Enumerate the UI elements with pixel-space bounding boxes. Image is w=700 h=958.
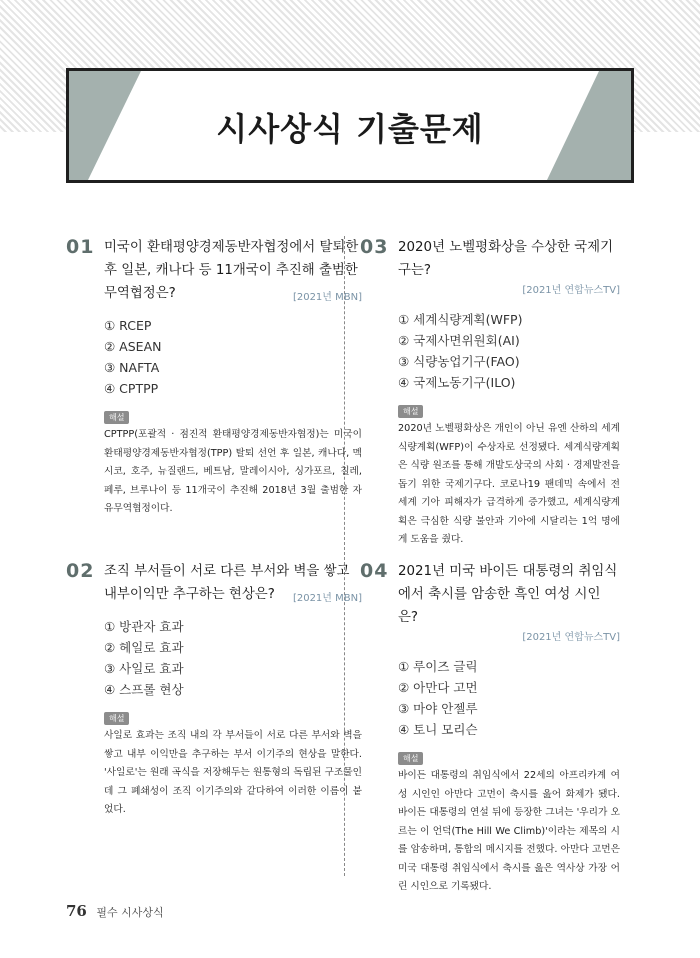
question-text: 미국이 환태평양경제동반자협정에서 탈퇴한 후 일본, 캐나다 등 11개국이 추진해 출범한 무역협정은? [2021년 MBN] (104, 236, 362, 305)
explanation-tag: 해설 (398, 405, 423, 418)
option-item: ② 국제사면위원회(AI) (398, 333, 520, 348)
question-text: 2021년 미국 바이든 대통령의 취임식에서 축시를 암송한 흑인 여성 시인은? (398, 564, 618, 625)
option-item: ③ NAFTA (104, 360, 160, 375)
option-item: ④ 토니 모리슨 (398, 722, 478, 737)
explanation-tag: 해설 (398, 752, 423, 765)
question-text: 2020년 노벨평화상을 수상한 국제기구는? (398, 240, 614, 278)
book-title: 필수 시사상식 (96, 906, 164, 919)
option-item: ③ 식량농업기구(FAO) (398, 354, 520, 369)
question-number: 01 (66, 236, 95, 258)
option-item: ① RCEP (104, 318, 152, 333)
option-item: ② ASEAN (104, 339, 162, 354)
explanation-tag: 해설 (104, 712, 129, 725)
question-02 (66, 560, 362, 820)
question-number: 02 (66, 560, 95, 582)
option-item: ② 헤일로 효과 (104, 640, 184, 655)
explanation-text: 2020년 노벨평화상은 개인이 아닌 유엔 산하의 세계식량계획(WFP)이 수상자로 선정됐다. 세계식량계획은 식량 원조를 통해 개발도상국의 사회 · 경제발전을 돕기 위한 국제기구다. 코로나19 팬데믹 속에서 전 세계 기아 피해자가 급격하게 증가했고, 세계식량계획은 극심한 식량 불안과 기아에 시달리는 1억 명에게 도움을 줬다. (398, 423, 620, 545)
option-item: ① 루이즈 글릭 (398, 659, 478, 674)
page-title: 시사상식 기출문제 (216, 110, 484, 148)
option-item: ④ 국제노동기구(ILO) (398, 375, 516, 390)
option-list (398, 656, 620, 740)
page-footer (66, 902, 164, 920)
question-source: [2021년 연합뉴스TV] (522, 285, 620, 296)
option-item: ② 아만다 고먼 (398, 680, 478, 695)
explanation-text: 바이든 대통령의 취임식에서 22세의 아프리카계 여성 시인인 아만다 고먼이 축시를 읊어 화제가 됐다. 바이든 대통령의 연설 뒤에 등장한 그녀는 '우리가 오르는 이 언덕(The Hill We Climb)'이라는 제목의 시를 암송하며, 통합의 메시지를 전했다. 아만다 고먼은 미국 대통령 취임식에서 축시를 읊은 역사상 가장 어린 시인으로 기록됐다. (398, 770, 620, 892)
page-number: 76 (66, 902, 87, 920)
question-number: 04 (360, 560, 389, 582)
question-text: 조직 부서들이 서로 다른 부서와 벽을 쌓고 내부이익만 추구하는 현상은? [2021년 MBN] (104, 560, 362, 606)
explanation-text: 사일로 효과는 조직 내의 각 부서들이 서로 다른 부서와 벽을 쌓고 내부 이익만을 추구하는 부서 이기주의 현상을 말한다. '사일로'는 원래 곡식을 저장해두는 원통형의 독립된 구조물인데 그 폐쇄성이 조직 이기주의와 같다하여 이러한 이름이 붙었다. (104, 730, 362, 815)
option-list (398, 309, 620, 393)
explanation-tag: 해설 (104, 411, 129, 424)
question-04 (360, 560, 620, 897)
option-item: ③ 사일로 효과 (104, 661, 184, 676)
option-item: ④ CPTPP (104, 381, 159, 396)
option-item: ③ 마야 안젤루 (398, 701, 478, 716)
question-source: [2021년 연합뉴스TV] (522, 632, 620, 643)
question-source: [2021년 MBN] (292, 292, 362, 303)
option-item: ① 방관자 효과 (104, 619, 184, 634)
question-03 (360, 236, 620, 550)
option-item: ① 세계식량계획(WFP) (398, 312, 523, 327)
explanation-text: CPTPP(포괄적 · 점진적 환태평양경제동반자협정)는 미국이 환태평양경제동반자협정(TPP) 탈퇴 선언 후 일본, 캐나다, 멕시코, 호주, 뉴질랜드, 베트남, 말레이시아, 싱가포르, 칠레, 페루, 브루나이 등 11개국이 추진해 2018년 3월 출범한 자유무역협정이다. (104, 429, 362, 514)
question-number: 03 (360, 236, 389, 258)
title-box (66, 68, 634, 183)
option-list (104, 315, 362, 399)
question-01 (66, 236, 362, 519)
option-list (104, 616, 362, 700)
option-item: ④ 스프롤 현상 (104, 682, 184, 697)
question-source: [2021년 MBN] (292, 593, 362, 604)
